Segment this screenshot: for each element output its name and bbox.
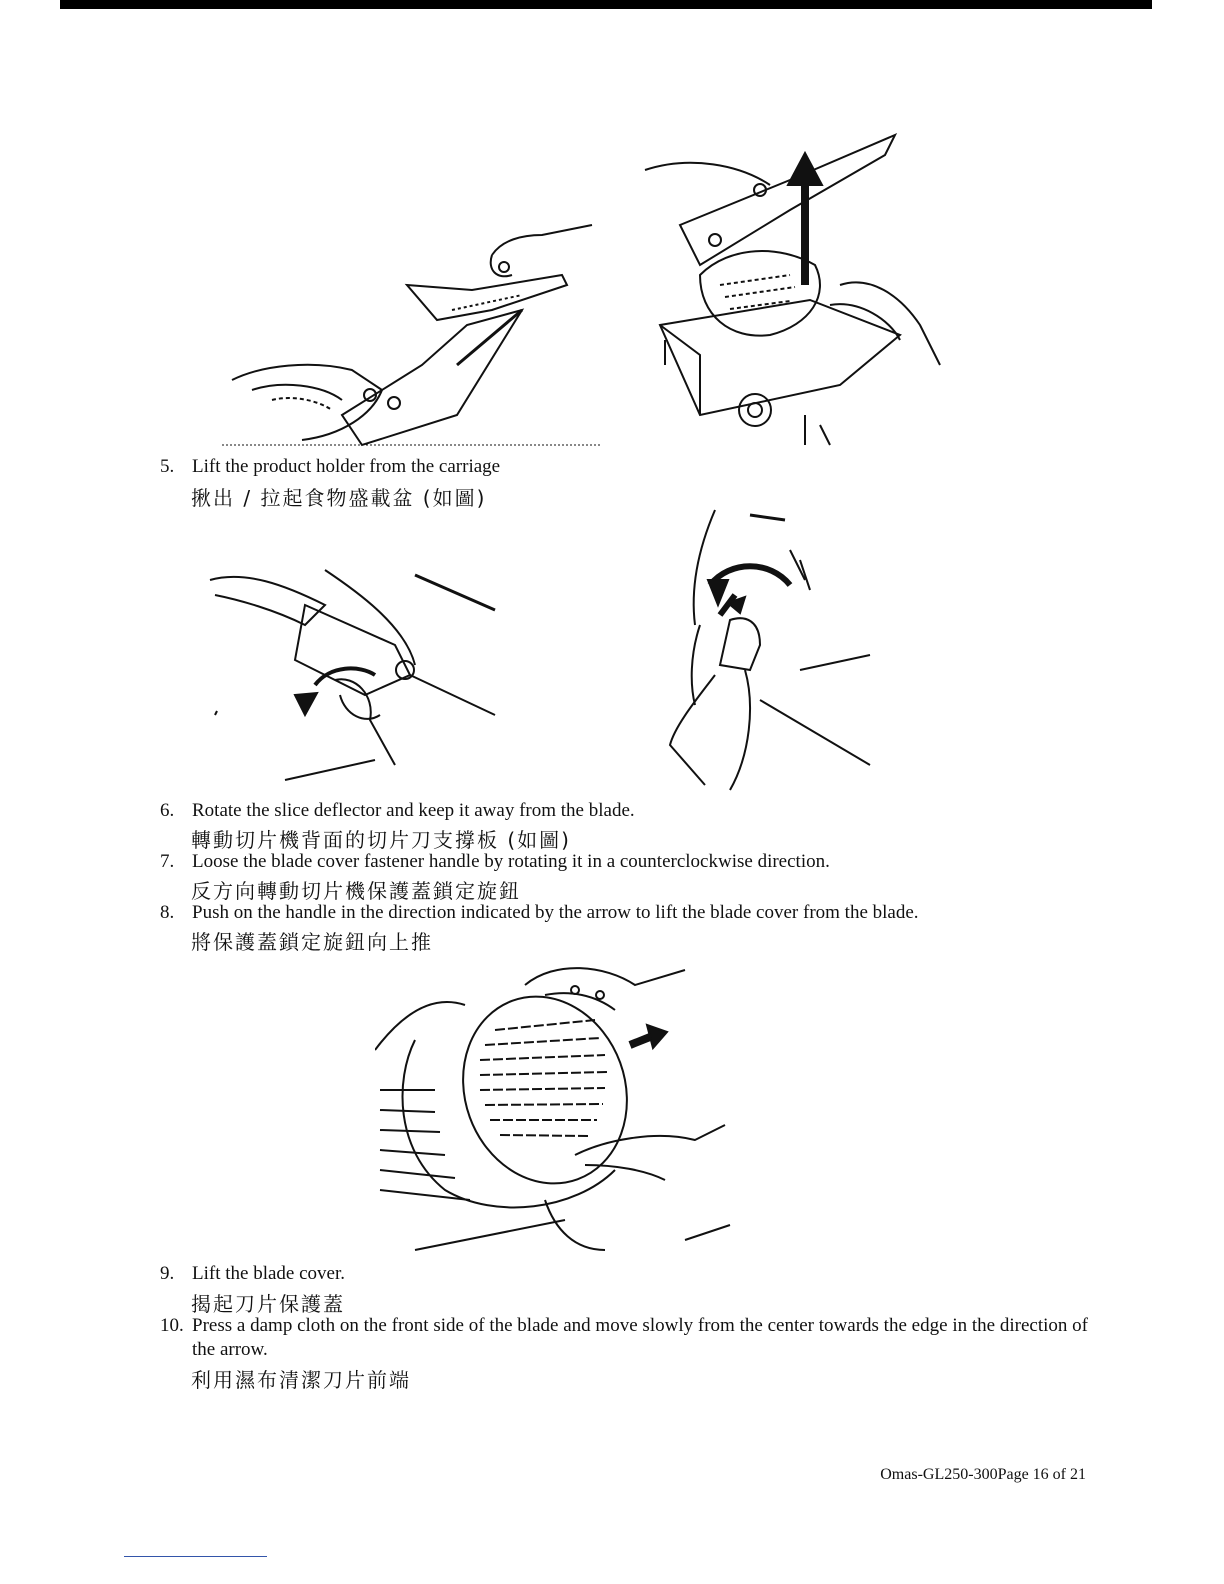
step-8-text: Push on the handle in the direction indicated by the arrow to lift the blade cover from the blade.: [192, 902, 919, 923]
illustration-slicer-lift-arrow: [640, 125, 960, 455]
step-7-text: Loose the blade cover fastener handle by rotating it in a counterclockwise direction.: [192, 851, 830, 872]
step-9-zh: 揭起刀片保護蓋: [191, 1292, 345, 1316]
step-9-text: Lift the blade cover.: [192, 1263, 345, 1284]
step-5-number: 5.: [160, 456, 175, 477]
step-8-zh: 將保護蓋鎖定旋鈕向上推: [191, 930, 433, 954]
step-7-zh: 反方向轉動切片機保護蓋鎖定旋鈕: [191, 879, 521, 903]
page-footer: Omas-GL250-300Page 16 of 21: [880, 1466, 1086, 1483]
illustration-product-holder-removal: [222, 215, 602, 455]
step-10-zh: 利用濕布清潔刀片前端: [191, 1368, 411, 1392]
illustration-lift-blade-cover: [375, 950, 735, 1255]
illustration-rotate-slice-deflector: [205, 565, 505, 785]
step-5-zh: 揪出 / 拉起食物盛載盆 (如圖): [191, 486, 487, 510]
step-10-number: 10.: [160, 1315, 184, 1336]
step-7-number: 7.: [160, 851, 175, 872]
step-9-number: 9.: [160, 1263, 175, 1284]
step-10: [160, 1314, 1088, 1362]
step-5-text: Lift the product holder from the carriage: [192, 456, 501, 477]
footnote-rule: [124, 1556, 267, 1557]
step-8-number: 8.: [160, 902, 175, 923]
illustration-loosen-fastener-handle: [660, 505, 890, 795]
step-6-text: Rotate the slice deflector and keep it away from the blade.: [192, 800, 635, 821]
top-border-rule: [60, 0, 1152, 9]
step-10-text: Press a damp cloth on the front side of the blade and move slowly from the center towards the edge in the direction of the arrow.: [192, 1315, 1088, 1360]
step-6-zh: 轉動切片機背面的切片刀支撐板 (如圖): [191, 828, 571, 852]
step-6-number: 6.: [160, 800, 175, 821]
